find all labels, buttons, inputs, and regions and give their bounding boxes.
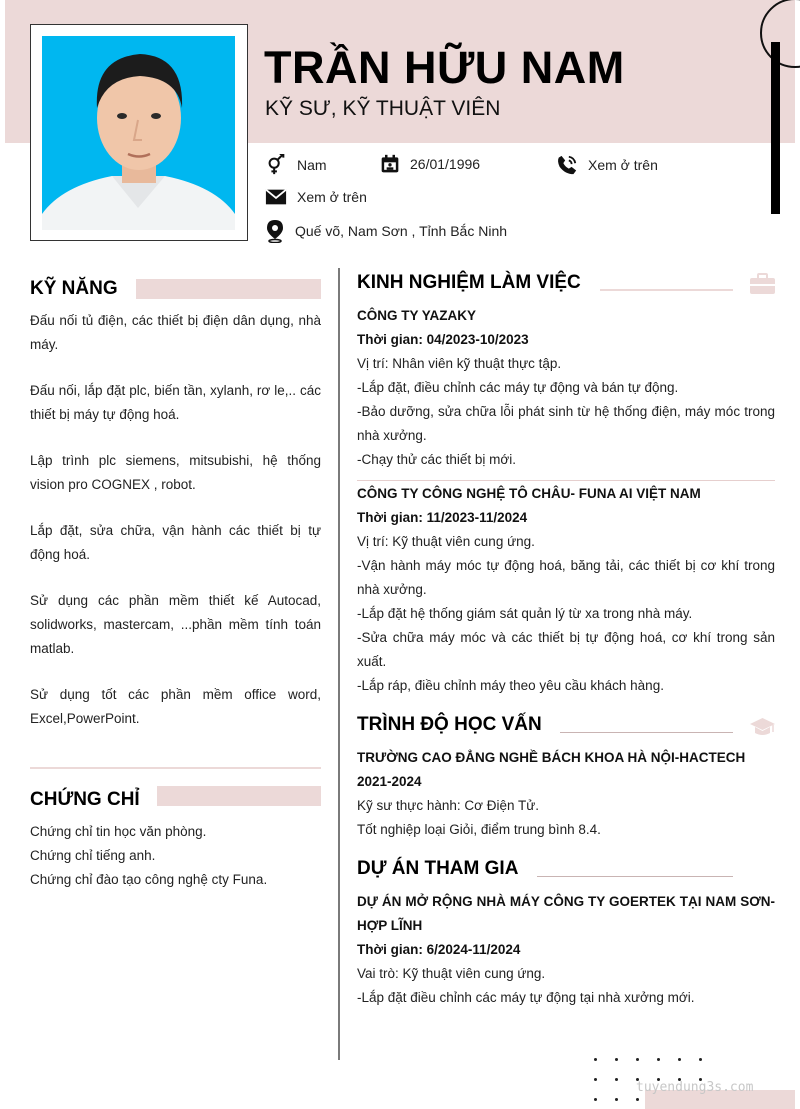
projects-title: DỰ ÁN THAM GIA bbox=[357, 858, 519, 879]
calendar-icon bbox=[380, 154, 400, 174]
education-block bbox=[357, 746, 775, 842]
job-line: -Lắp đặt, điều chỉnh các máy tự động và bán tự động. bbox=[357, 380, 679, 395]
projects-title-line bbox=[537, 876, 733, 877]
email-text: Xem ở trên bbox=[297, 189, 367, 205]
job-separator bbox=[357, 480, 775, 481]
job-line: -Vận hành máy móc tự động hoá, băng tải, các thiết bị cơ khí trong nhà xưởng. bbox=[357, 558, 775, 597]
phone-text: Xem ở trên bbox=[588, 157, 658, 173]
project-name: DỰ ÁN MỞ RỘNG NHÀ MÁY CÔNG TY GOERTEK TẠI NAM SƠN-HỢP LĨNH bbox=[357, 894, 775, 933]
company-name: CÔNG TY CÔNG NGHỆ TÔ CHÂU- FUNA AI VIỆT NAM bbox=[357, 486, 701, 501]
dot bbox=[657, 1058, 660, 1061]
experience-job-1 bbox=[357, 304, 775, 472]
job-line: Vị trí: Nhân viên kỹ thuật thực tập. bbox=[357, 356, 562, 371]
candidate-name: TRẦN HỮU NAM bbox=[264, 42, 625, 93]
project-block bbox=[357, 890, 775, 1010]
dot bbox=[699, 1058, 702, 1061]
gender-text: Nam bbox=[297, 157, 327, 173]
skill-item: Lập trình plc siemens, mitsubishi, hệ thống vision pro COGNEX , robot. bbox=[30, 453, 321, 492]
job-period: Thời gian: 11/2023-11/2024 bbox=[357, 510, 528, 525]
job-line: -Lắp ráp, điều chỉnh máy theo yêu cầu khách hàng. bbox=[357, 678, 664, 693]
info-email bbox=[265, 187, 367, 207]
certificate-item: Chứng chỉ tiếng anh. bbox=[30, 848, 156, 863]
avatar bbox=[42, 36, 235, 230]
project-line: -Lắp đặt điều chỉnh các máy tự động tại nhà xưởng mới. bbox=[357, 990, 695, 1005]
dot bbox=[594, 1098, 597, 1101]
experience-title: KINH NGHIỆM LÀM VIỆC bbox=[357, 272, 581, 293]
job-line: -Sửa chữa máy móc và các thiết bị tự động hoá, cơ khí trong sản xuất. bbox=[357, 630, 775, 669]
experience-title-line bbox=[600, 289, 733, 291]
job-period: Thời gian: 04/2023-10/2023 bbox=[357, 332, 529, 347]
column-divider bbox=[338, 268, 340, 1060]
education-title: TRÌNH ĐỘ HỌC VẤN bbox=[357, 714, 542, 735]
dot bbox=[594, 1058, 597, 1061]
company-name: CÔNG TY YAZAKY bbox=[357, 308, 477, 323]
decor-bar bbox=[771, 42, 780, 214]
mail-icon bbox=[265, 187, 287, 207]
address-text: Quế võ, Nam Sơn , Tỉnh Bắc Ninh bbox=[295, 223, 508, 239]
birthday-text: 26/01/1996 bbox=[410, 156, 481, 172]
job-line: Vị trí: Kỹ thuật viên cung ứng. bbox=[357, 534, 535, 549]
graduation-cap-icon bbox=[749, 716, 776, 738]
section-separator bbox=[30, 767, 321, 769]
skill-item: Lắp đặt, sửa chữa, vận hành các thiết bị tự động hoá. bbox=[30, 523, 321, 562]
dot bbox=[594, 1078, 597, 1081]
info-phone bbox=[556, 154, 658, 176]
experience-job-2 bbox=[357, 482, 775, 698]
location-icon bbox=[265, 219, 285, 243]
certificates-title: CHỨNG CHỈ bbox=[30, 789, 140, 810]
skill-item: Đấu nối tủ điện, các thiết bị điện dân dụng, nhà máy. bbox=[30, 313, 321, 352]
skill-item: Sử dụng các phần mềm thiết kế Autocad, solidworks, mastercam, ...phần mềm tính toán matlab. bbox=[30, 593, 321, 656]
info-gender bbox=[265, 154, 327, 176]
job-title: KỸ SƯ, KỸ THUẬT VIÊN bbox=[265, 97, 501, 120]
job-line: -Bảo dưỡng, sửa chữa lỗi phát sinh từ hệ thống điện, máy móc trong nhà xưởng. bbox=[357, 404, 775, 443]
job-line: -Lắp đặt hệ thống giám sát quản lý từ xa trong nhà máy. bbox=[357, 606, 693, 621]
education-title-line bbox=[560, 732, 733, 733]
project-line: Vai trò: Kỹ thuật viên cung ứng. bbox=[357, 966, 546, 981]
project-period: Thời gian: 6/2024-11/2024 bbox=[357, 942, 521, 957]
certificates-title-bar bbox=[157, 786, 321, 806]
job-line: -Chạy thử các thiết bị mới. bbox=[357, 452, 516, 467]
education-line: Kỹ sư thực hành: Cơ Điện Tử. bbox=[357, 798, 540, 813]
skill-item: Đấu nối, lắp đặt plc, biến tần, xylanh, rơ le,.. các thiết bị máy tự động hoá. bbox=[30, 383, 321, 422]
certificates-list bbox=[30, 820, 321, 892]
skills-list bbox=[30, 309, 321, 753]
certificate-item: Chứng chỉ tin học văn phòng. bbox=[30, 824, 207, 839]
dot bbox=[636, 1058, 639, 1061]
dot bbox=[615, 1058, 618, 1061]
info-address bbox=[265, 219, 507, 243]
certificate-item: Chứng chỉ đào tạo công nghệ cty Funa. bbox=[30, 872, 268, 887]
school-years: 2021-2024 bbox=[357, 774, 422, 789]
dot bbox=[678, 1058, 681, 1061]
watermark: tuyendung3s.com bbox=[636, 1080, 754, 1095]
skills-title-bar bbox=[136, 279, 321, 299]
gender-icon bbox=[265, 154, 287, 176]
phone-icon bbox=[556, 154, 578, 176]
skill-item: Sử dụng tốt các phần mềm office word, Excel,PowerPoint. bbox=[30, 687, 321, 726]
education-line: Tốt nghiệp loại Giỏi, điểm trung bình 8.4. bbox=[357, 822, 601, 837]
dot bbox=[615, 1098, 618, 1101]
briefcase-icon bbox=[749, 273, 776, 295]
dot bbox=[615, 1078, 618, 1081]
dot bbox=[636, 1098, 639, 1101]
info-birthday bbox=[380, 154, 480, 174]
skills-title: KỸ NĂNG bbox=[30, 278, 118, 299]
school-name: TRƯỜNG CAO ĐẲNG NGHỀ BÁCH KHOA HÀ NỘI-HACTECH bbox=[357, 750, 746, 765]
portrait-illustration bbox=[42, 36, 235, 230]
